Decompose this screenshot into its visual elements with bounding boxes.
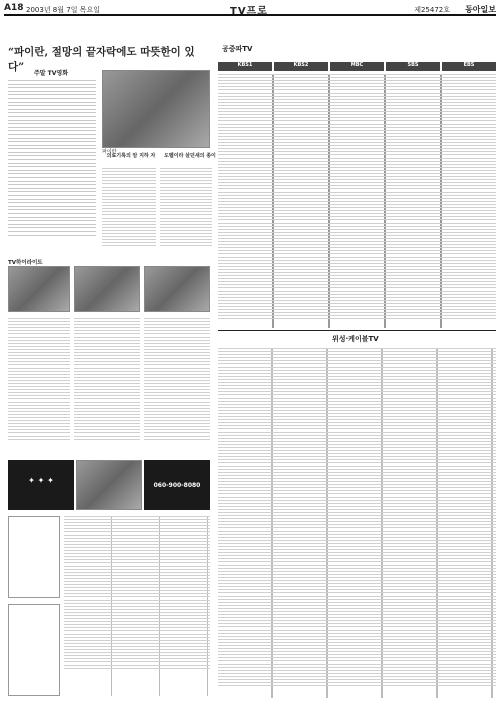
highlight-text-3 [144,318,210,458]
advertisement-left: ✦ ✦ ✦ [8,460,74,510]
main-grid-schedule [218,74,496,328]
satellite-schedule [218,348,496,698]
feature-headline: “파이란, 절망의 끝자락에도 따뜻한이 있다” [8,46,195,73]
issue-date: 2003년 8월 7일 목요일 [26,6,100,14]
preview-left-text [102,168,156,254]
highlight-photo-1 [8,266,70,312]
section-title: TV프로 [230,6,268,17]
paper-name: 동아일보 [465,5,496,14]
page-number: A18 [4,3,24,13]
ad-phone-number: 060-900-8080 [153,482,201,489]
satellite-header-bar [218,330,496,331]
radio-box [8,516,60,598]
highlight-text-1 [8,318,70,458]
channel-kbs1: KBS1 [218,62,272,71]
tv-highlight-label: TV하이라이트 [8,260,43,266]
channel-sbs: SBS [386,62,440,71]
highlight-text-2 [74,318,140,458]
feature-body-text [8,80,96,260]
main-grid-label: 공중파TV [222,45,253,53]
preview-title-left: 의료기록의 암 지하 자 [106,153,156,159]
issue-number: 제25472호 [414,6,450,14]
feature-photo-caption: 파이란 [102,149,117,155]
channel-kbs2: KBS2 [274,62,328,71]
satellite-label: 위성·케이블TV [332,335,379,343]
preview-right-text [160,168,212,254]
radio-schedule [64,516,210,696]
feature-photo [102,70,210,148]
highlight-photo-3 [144,266,210,312]
advertisement-middle [76,460,142,510]
channel-mbc: MBC [330,62,384,71]
page-header [4,2,496,16]
feature-tag: 주말 TV영화 [34,70,69,77]
advertisement-right [144,460,210,510]
channel-ebs: EBS [442,62,496,71]
preview-title-right: 도벨이라 살던새의 종이 [164,153,216,159]
radio-box-2 [8,604,60,696]
main-grid-channel-header [218,62,496,71]
highlight-photo-2 [74,266,140,312]
